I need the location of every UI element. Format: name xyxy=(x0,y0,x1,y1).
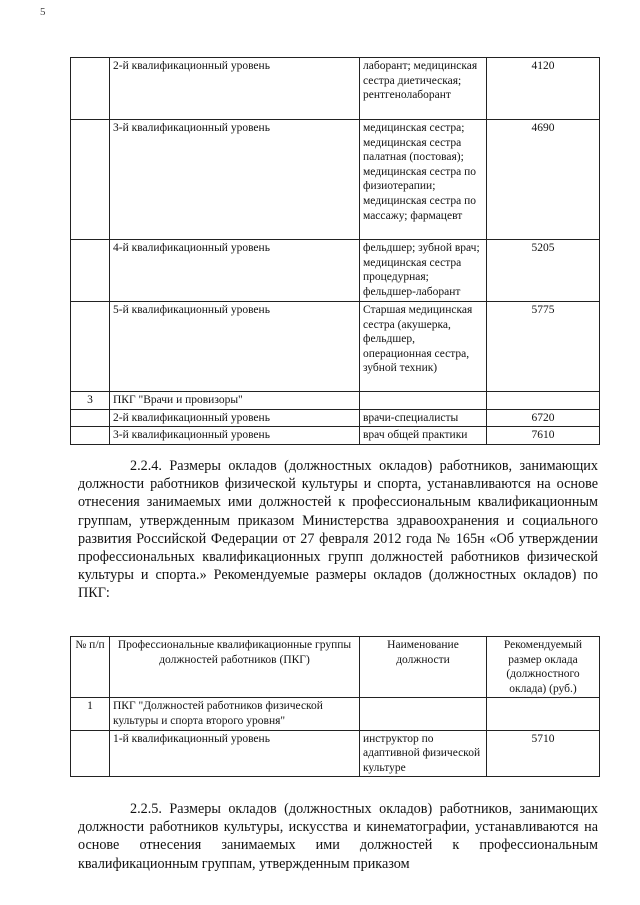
header-num: № п/п xyxy=(71,637,110,698)
cell-positions xyxy=(360,698,487,730)
cell-salary xyxy=(487,698,600,730)
cell-group: ПКГ "Врачи и провизоры" xyxy=(110,392,360,410)
cell-salary: 4690 xyxy=(487,120,600,240)
qualification-table-sport xyxy=(70,636,600,777)
cell-num xyxy=(71,409,110,427)
cell-positions xyxy=(360,392,487,410)
cell-positions: медицинская сестра; медицинская сестра палатная (постовая); медицинская сестра по физиотерапии; медицинская сестра по массажу; фармацевт xyxy=(360,120,487,240)
cell-group: 5-й квалификационный уровень xyxy=(110,302,360,392)
cell-positions: врач общей практики xyxy=(360,427,487,445)
cell-positions: инструктор по адаптивной физической культуре xyxy=(360,730,487,777)
cell-group: 4-й квалификационный уровень xyxy=(110,240,360,302)
cell-salary: 5775 xyxy=(487,302,600,392)
paragraph-2-2-5-text: 2.2.5. Размеры окладов (должностных окладов) работников, занимающих должности работников культуры, искусства и кинематографии, устанавливаются на основе отнесения занимаемых ими должностей к профессиональным квалификационным группам, утвержденным приказом xyxy=(78,801,598,872)
paragraph-2-2-5 xyxy=(78,800,598,873)
cell-positions: лаборант; медицинская сестра диетическая; рентгенолаборант xyxy=(360,58,487,120)
table-row xyxy=(71,302,600,392)
header-group: Профессиональные квалификационные группы должностей работников (ПКГ) xyxy=(110,637,360,698)
cell-group: 3-й квалификационный уровень xyxy=(110,427,360,445)
table-row xyxy=(71,427,600,445)
cell-num xyxy=(71,302,110,392)
cell-salary: 6720 xyxy=(487,409,600,427)
table-header-row xyxy=(71,637,600,698)
cell-group: 1-й квалификационный уровень xyxy=(110,730,360,777)
table-row xyxy=(71,698,600,730)
table-row xyxy=(71,409,600,427)
table-row xyxy=(71,730,600,777)
cell-num xyxy=(71,240,110,302)
cell-num xyxy=(71,427,110,445)
cell-salary: 4120 xyxy=(487,58,600,120)
cell-group: ПКГ "Должностей работников физической культуры и спорта второго уровня" xyxy=(110,698,360,730)
table-row xyxy=(71,240,600,302)
cell-group: 3-й квалификационный уровень xyxy=(110,120,360,240)
cell-positions: фельдшер; зубной врач; медицинская сестра процедурная; фельдшер-лаборант xyxy=(360,240,487,302)
table-row xyxy=(71,120,600,240)
cell-num xyxy=(71,120,110,240)
cell-num: 3 xyxy=(71,392,110,410)
cell-num: 1 xyxy=(71,698,110,730)
qualification-table-medical xyxy=(70,57,600,445)
paragraph-2-2-4 xyxy=(78,457,598,603)
cell-salary: 5205 xyxy=(487,240,600,302)
table-row xyxy=(71,392,600,410)
paragraph-2-2-4-text: 2.2.4. Размеры окладов (должностных окладов) работников, занимающих должности работников физической культуры и спорта, устанавливаются на основе отнесения занимаемых ими должностей к профессиональным квалификационным группам, утвержденным приказом Министерства здравоохранения и социального развития Российской Федерации от 27 февраля 2012 года № 165н «Об утверждении профессиональных квалификационных групп должностей работников физической культуры и спорта.» Рекомендуемые размеры окладов (должностных окладов) по ПКГ: xyxy=(78,458,598,602)
table-row xyxy=(71,58,600,120)
cell-positions: Старшая медицинская сестра (акушерка, фельдшер, операционная сестра, зубной техник) xyxy=(360,302,487,392)
page-corner-mark: 5 xyxy=(40,6,46,18)
cell-num xyxy=(71,58,110,120)
cell-group: 2-й квалификационный уровень xyxy=(110,409,360,427)
cell-salary: 7610 xyxy=(487,427,600,445)
cell-positions: врачи-специалисты xyxy=(360,409,487,427)
cell-num xyxy=(71,730,110,777)
cell-salary xyxy=(487,392,600,410)
cell-group: 2-й квалификационный уровень xyxy=(110,58,360,120)
cell-salary: 5710 xyxy=(487,730,600,777)
header-positions: Наименование должности xyxy=(360,637,487,698)
header-salary: Рекомендуемый размер оклада (должностного оклада) (руб.) xyxy=(487,637,600,698)
